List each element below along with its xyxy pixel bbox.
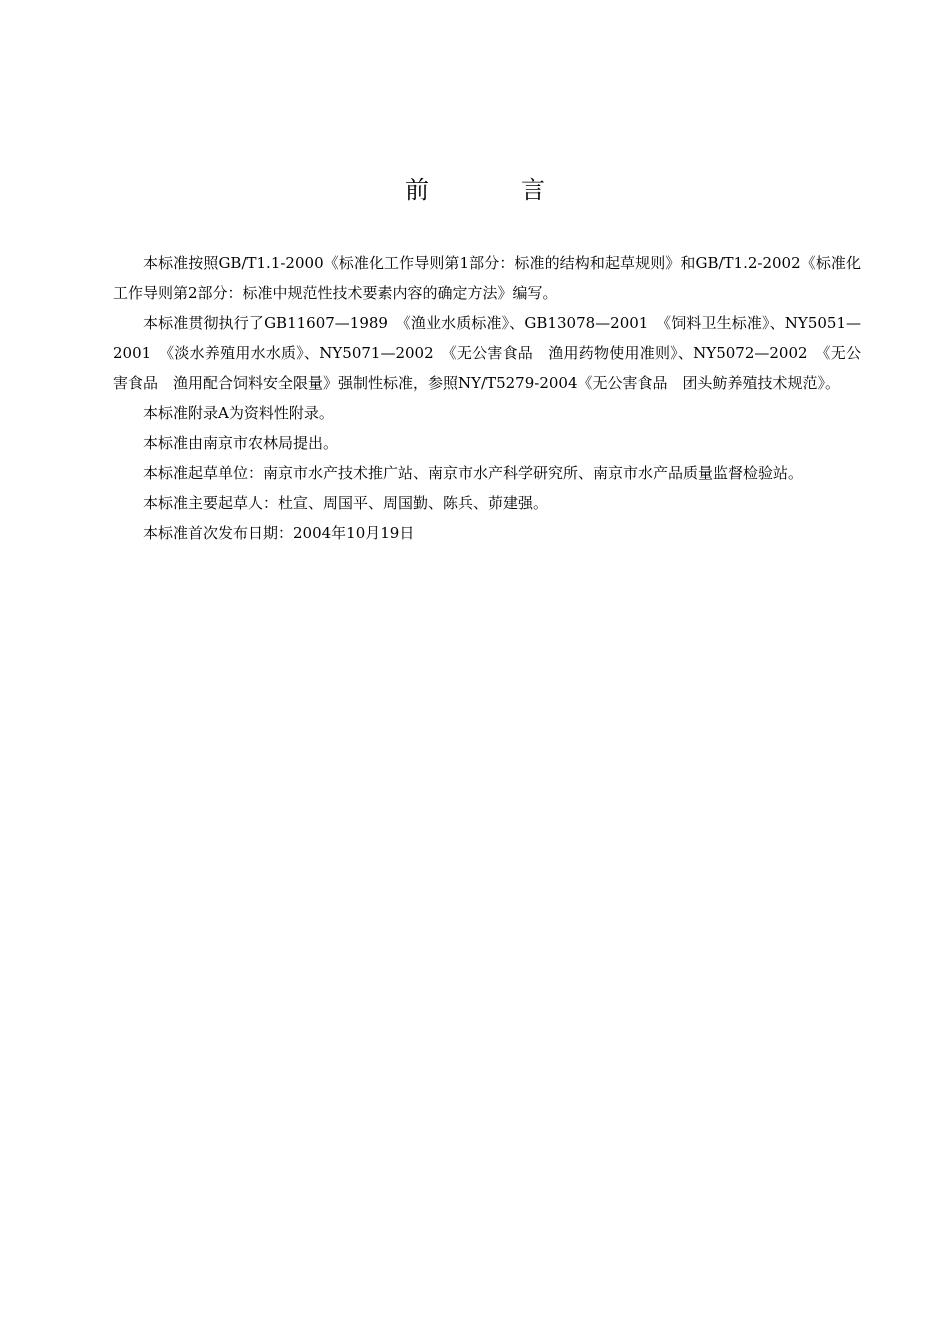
paragraph-drafting-basis: 本标准按照GB/T1.1-2000《标准化工作导则第1部分：标准的结构和起草规则》和GB/T1.2-2002《标准化工作导则第2部分：标准中规范性技术要素内容的确定方法》编写。 bbox=[113, 254, 861, 302]
paragraph-referenced-standards: 本标准贯彻执行了GB11607—1989 《渔业水质标准》、GB13078—2001 《饲料卫生标准》、NY5051—2001 《淡水养殖用水水质》、NY5071—2002 《无公害食品 渔用药物使用准则》、NY5072—2002 《无公害食品 渔用配合饲料安全限量》强制性标准，参照NY/T5279-2004《无公害食品 团头鲂养殖技术规范》。 bbox=[113, 314, 861, 392]
preface-body bbox=[113, 248, 861, 548]
paragraph-drafting-units: 本标准起草单位：南京市水产技术推广站、南京市水产科学研究所、南京市水产品质量监督检验站。 bbox=[143, 464, 804, 482]
paragraph-proposer: 本标准由南京市农林局提出。 bbox=[143, 434, 339, 452]
paragraph-release-date: 本标准首次发布日期：2004年10月19日 bbox=[143, 524, 415, 542]
paragraph-appendix: 本标准附录A为资料性附录。 bbox=[143, 404, 334, 422]
page-title: 前 言 bbox=[405, 176, 579, 204]
paragraph-drafters: 本标准主要起草人：杜宣、周国平、周国勤、陈兵、茆建强。 bbox=[143, 494, 549, 512]
